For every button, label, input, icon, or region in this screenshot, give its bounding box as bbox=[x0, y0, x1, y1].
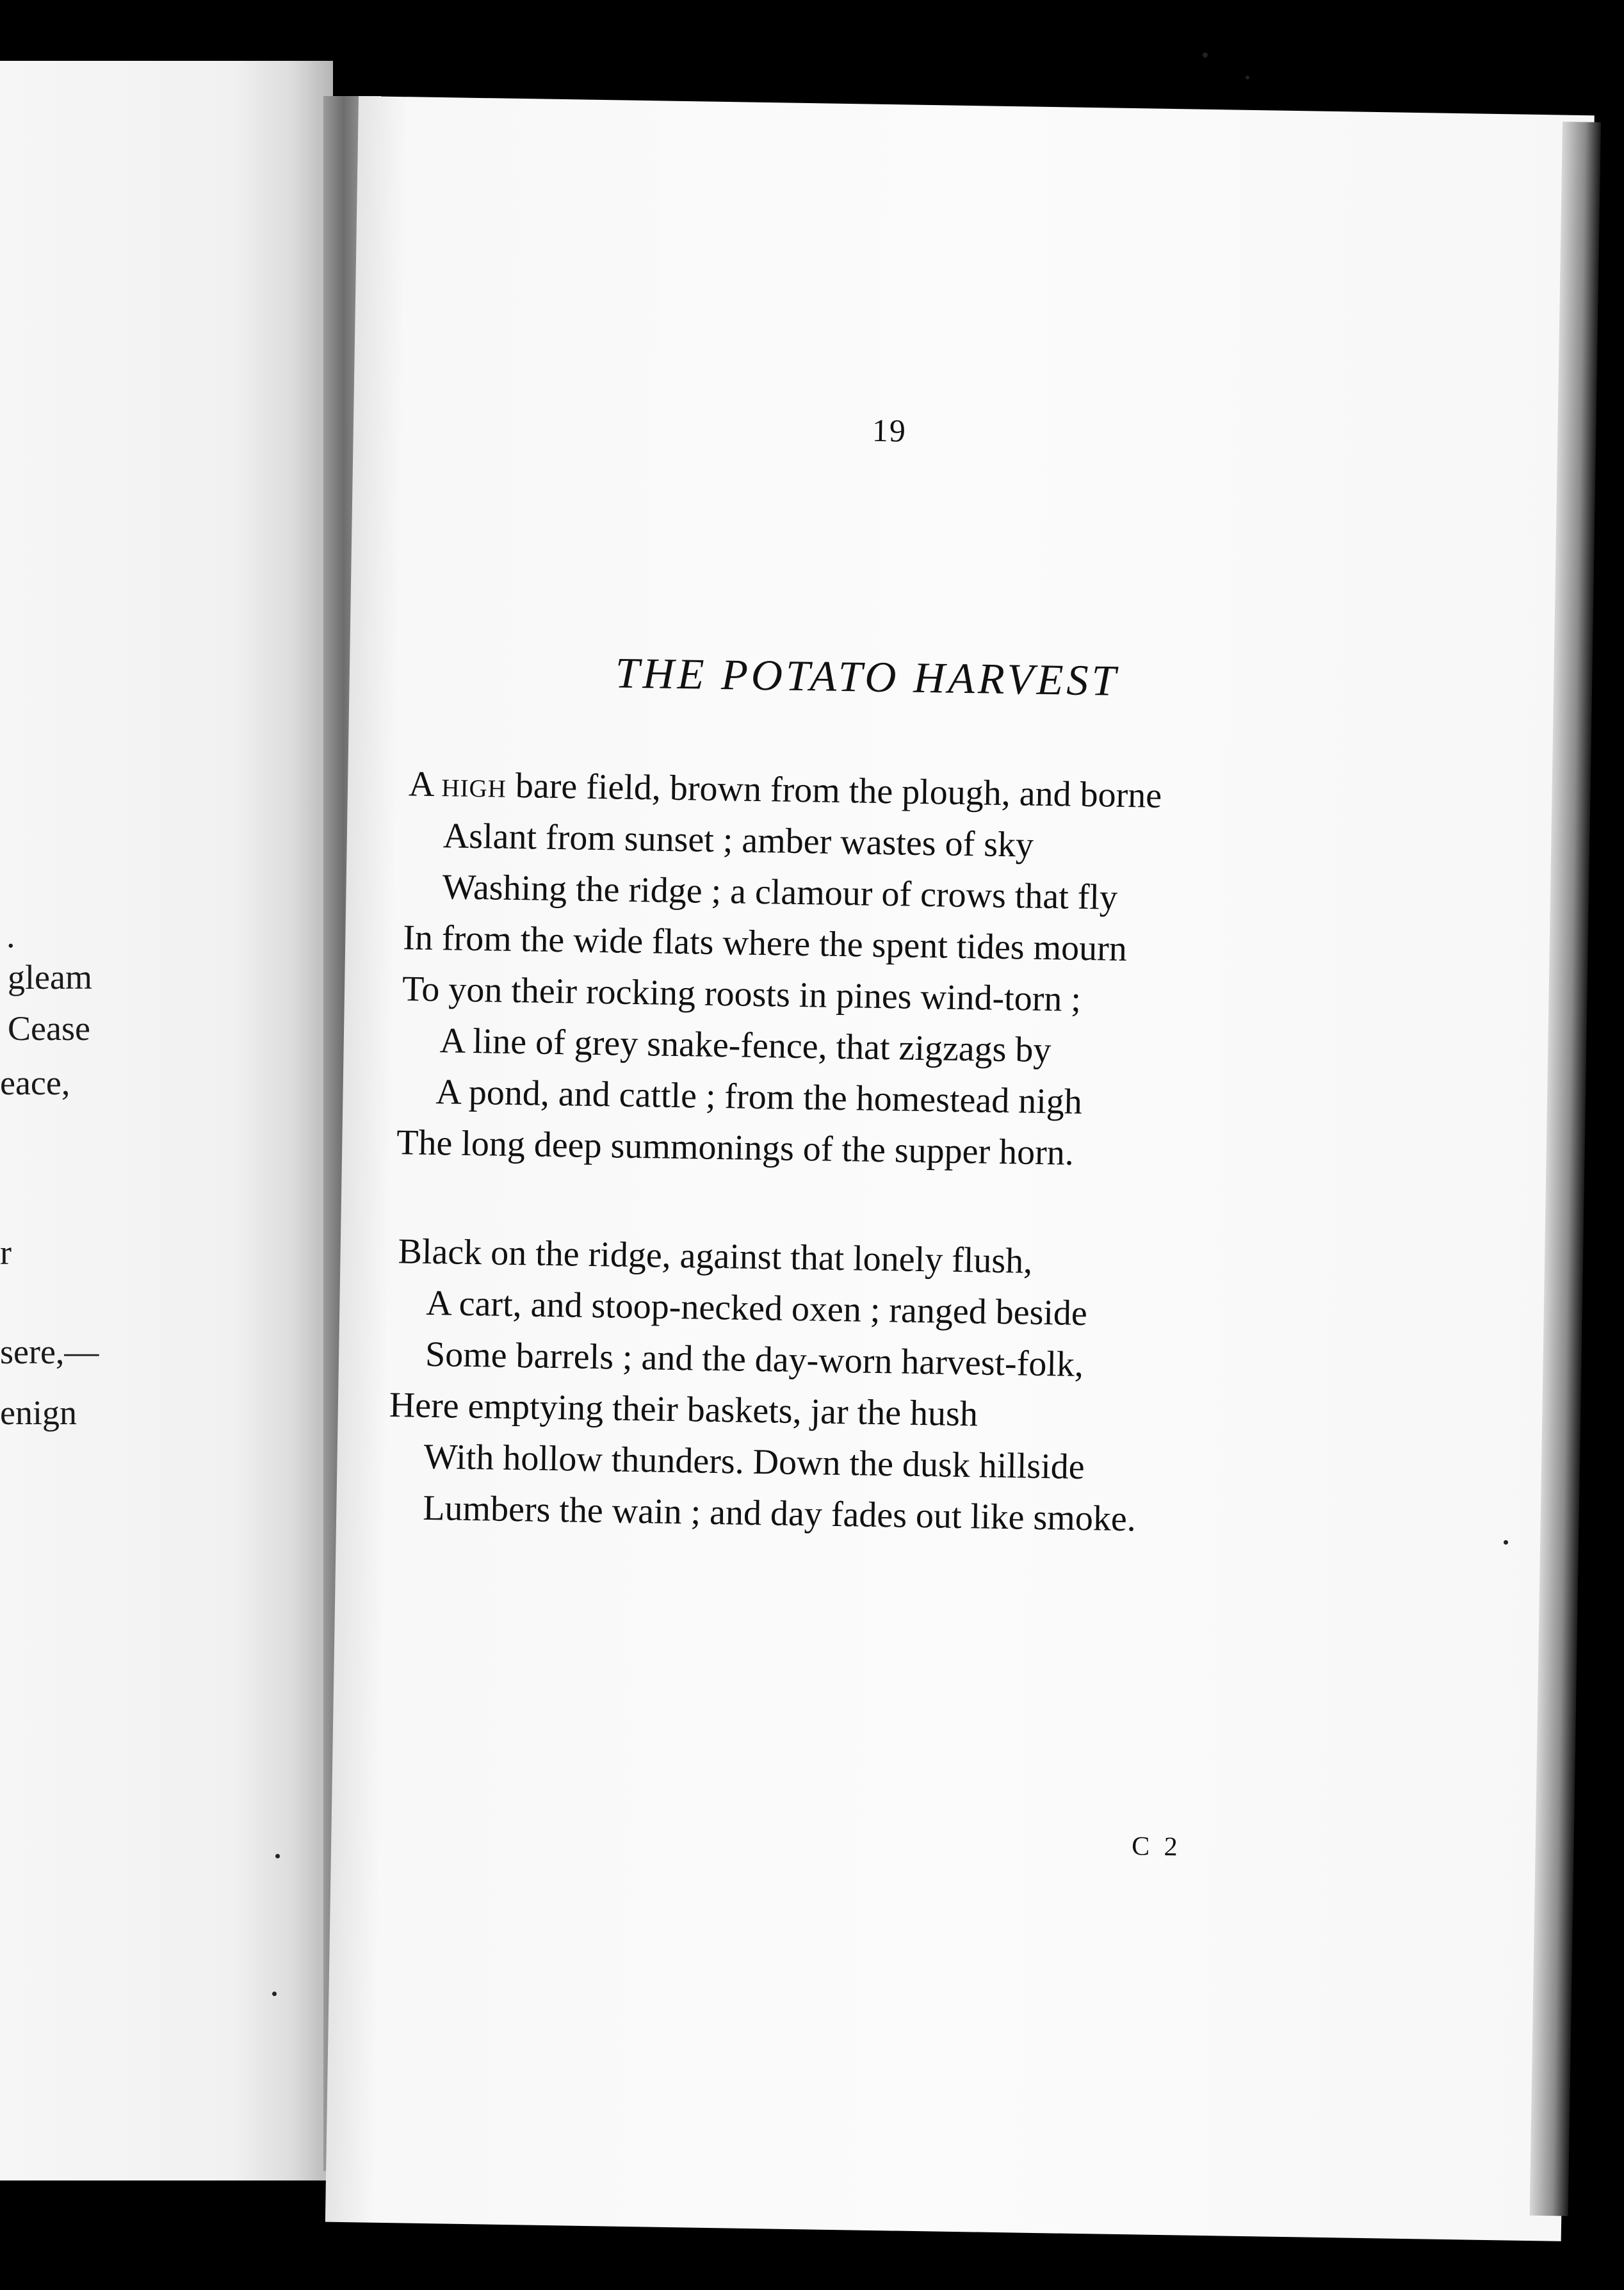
first-word: A bbox=[408, 764, 442, 805]
poem-line: Black on the ridge, against that lonely flush, bbox=[398, 1231, 1033, 1281]
dust-speck bbox=[1246, 76, 1249, 79]
dust-speck bbox=[275, 1854, 280, 1858]
poem-line: Aslant from sunset ; amber wastes of sky bbox=[443, 816, 1034, 865]
dust-speck bbox=[272, 1992, 277, 1996]
left-facing-page bbox=[0, 61, 333, 2180]
left-fragment-7: enign bbox=[0, 1393, 77, 1432]
poem-line: A line of grey snake-fence, that zigzags by bbox=[439, 1021, 1052, 1071]
line-rest: bare field, brown from the plough, and borne bbox=[506, 765, 1162, 816]
poem-line: Lumbers the wain ; and day fades out like smoke. bbox=[422, 1488, 1137, 1539]
poem-line: A cart, and stoop-necked oxen ; ranged beside bbox=[425, 1283, 1088, 1334]
poem-line: Washing the ridge ; a clamour of crows that fly bbox=[442, 867, 1118, 918]
dust-speck bbox=[1203, 53, 1208, 58]
dust-speck bbox=[1504, 1540, 1508, 1545]
page-number: 19 bbox=[872, 412, 907, 449]
small-caps-word: high bbox=[441, 765, 507, 806]
left-fragment-4: eace, bbox=[0, 1064, 70, 1102]
left-fragment-3: Cease bbox=[8, 1009, 90, 1048]
poem-line: In from the wide flats where the spent tides mourn bbox=[402, 918, 1128, 970]
poem-line: Some barrels ; and the day-worn harvest-folk, bbox=[425, 1334, 1084, 1385]
poem-line bbox=[408, 764, 1162, 816]
left-fragment-6: sere,— bbox=[0, 1333, 99, 1371]
right-page bbox=[325, 96, 1595, 2241]
poem-title: THE POTATO HARVEST bbox=[615, 648, 1119, 705]
left-fragment-2: gleam bbox=[8, 958, 92, 996]
left-fragment-1: . bbox=[6, 916, 15, 955]
poem-line: Here emptying their baskets, jar the hush bbox=[389, 1385, 978, 1434]
poem-line: The long deep summonings of the supper horn. bbox=[396, 1123, 1075, 1173]
poem-line: To yon their rocking roosts in pines wind-torn ; bbox=[402, 969, 1082, 1019]
poem-line: With hollow thunders. Down the dusk hillside bbox=[423, 1436, 1085, 1488]
poem-line: A pond, and cattle ; from the homestead nigh bbox=[435, 1072, 1083, 1122]
signature-mark: C 2 bbox=[1131, 1831, 1182, 1862]
left-fragment-5: r bbox=[0, 1233, 12, 1272]
